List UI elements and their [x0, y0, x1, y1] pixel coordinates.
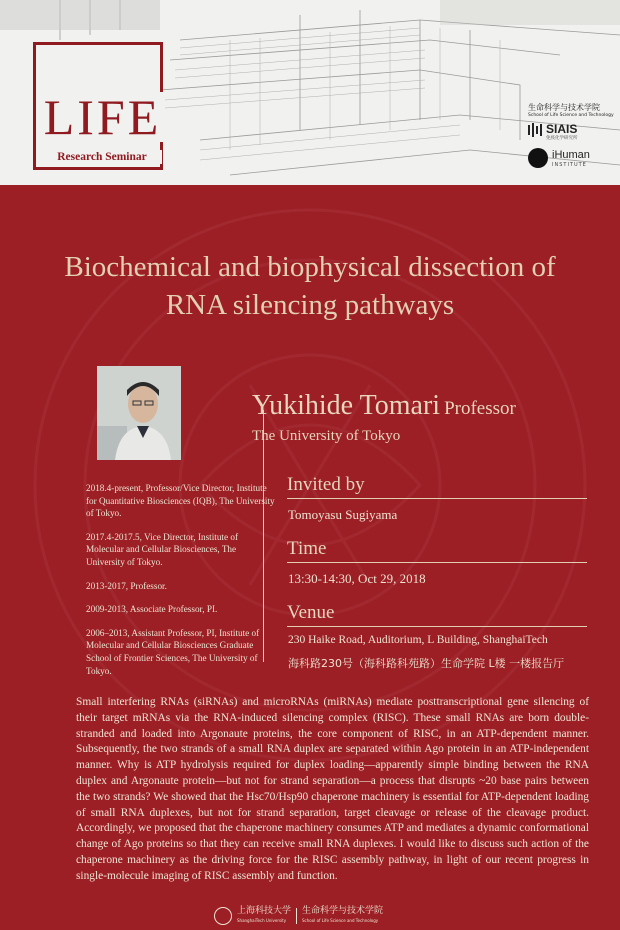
venue-heading: Venue [287, 602, 587, 627]
talk-abstract: Small interfering RNAs (siRNAs) and microRNAs (miRNAs) mediate posttranscriptional gene silencing of their target mRNAs via the RNA-induced silencing complex (RISC). These small RNAs are born double-stranded and loaded into Argonaute proteins, the core component of RISC, in an ATP-dependent manner. Subsequently, the two strands of a small RNA duplex are separated within Ago protein in an ATP-independent manner. Why is ATP hydrolysis required for duplex loading—apparently simple binding between the RNA duplex and Argonaute protein—but not for strand separation—a process that disrupts ~20 base pairs between the two strands? We showed that the Hsc70/Hsp90 chaperone machinery is essential for ATP-dependent loading of small RNA duplexes, but not for strand separation, target cleavage or release of the cleavage product. Accordingly, we proposed that the chaperone machinery consumes ATP and mediates a dynamic conformational change of Ago proteins so that they can receive small RNA duplexes. I would like to discuss such action of the chaperone machinery as the driving force for the RISC assembly pathway, in light of our recent progress in single-molecule imaging of RISC assembly and function. [76, 696, 589, 882]
talk-title [20, 248, 600, 324]
invited-heading: Invited by [287, 474, 587, 499]
footer-university-cn: 上海科技大学 [237, 906, 292, 916]
university-seal-icon [214, 907, 232, 925]
footer-divider [296, 908, 297, 924]
footer-school-en: School of Life Science and Technology [302, 918, 379, 923]
time-heading: Time [287, 538, 587, 563]
speaker-role: Professor [444, 398, 516, 419]
cv-entry: 2013-2017, Professor. [86, 580, 167, 591]
invited-value: Tomoyasu Sugiyama [288, 507, 398, 522]
speaker-portrait-image [97, 366, 181, 460]
time-value: 13:30-14:30, Oct 29, 2018 [288, 571, 426, 586]
talk-title-line-2: RNA silencing pathways [165, 289, 455, 321]
talk-title-line-1: Biochemical and biophysical dissection of [64, 251, 556, 283]
ihuman-subtitle: INSTITUTE [552, 162, 587, 168]
cv-entry: 2018.4-present, Professor/Vice Director, Institute for Quantitative Biosciences (IQB), The University of Tokyo. [86, 483, 275, 519]
speaker-name-text: Yukihide Tomari [252, 390, 441, 421]
footer-school-cn: 生命科学与技术学院 [302, 906, 384, 916]
siais-name: SIAIS [546, 122, 578, 136]
cv-entry: 2006–2013, Assistant Professor, PI, Institute of Molecular and Cellular Biosciences Graduate School of Frontier Sciences, The University of Tokyo. [86, 627, 260, 676]
school-name-en: School of Life Science and Technology [528, 113, 614, 118]
cv-entry: 2017.4-2017.5, Vice Director, Institute of Molecular and Cellular Biosciences, The University of Tokyo. [86, 531, 239, 567]
footer-logos [214, 906, 383, 926]
speaker-name [252, 390, 516, 422]
siais-logo-icon [528, 123, 544, 137]
speaker-photo [97, 366, 181, 460]
speaker-cv [86, 482, 276, 688]
speaker-affiliation: The University of Tokyo [252, 428, 401, 444]
header-banner [0, 0, 620, 185]
ihuman-name: iHuman [552, 149, 590, 161]
ihuman-logo-icon [528, 148, 548, 168]
school-name-cn: 生命科学与技术学院 [528, 103, 600, 112]
venue-address-en: 230 Haike Road, Auditorium, L Building, ShanghaiTech [288, 634, 548, 646]
siais-name-cn: 免疫化学研究所 [546, 136, 578, 141]
logo-subtitle: Research Seminar [42, 150, 162, 164]
footer-university-en: ShanghaiTech University [237, 918, 287, 923]
cv-entry: 2009-2013, Associate Professor, PI. [86, 604, 218, 615]
logo-title: LIFE [40, 92, 165, 142]
venue-address-cn: 海科路230号（海科路科苑路）生命学院 L楼 一楼报告厅 [288, 657, 565, 670]
